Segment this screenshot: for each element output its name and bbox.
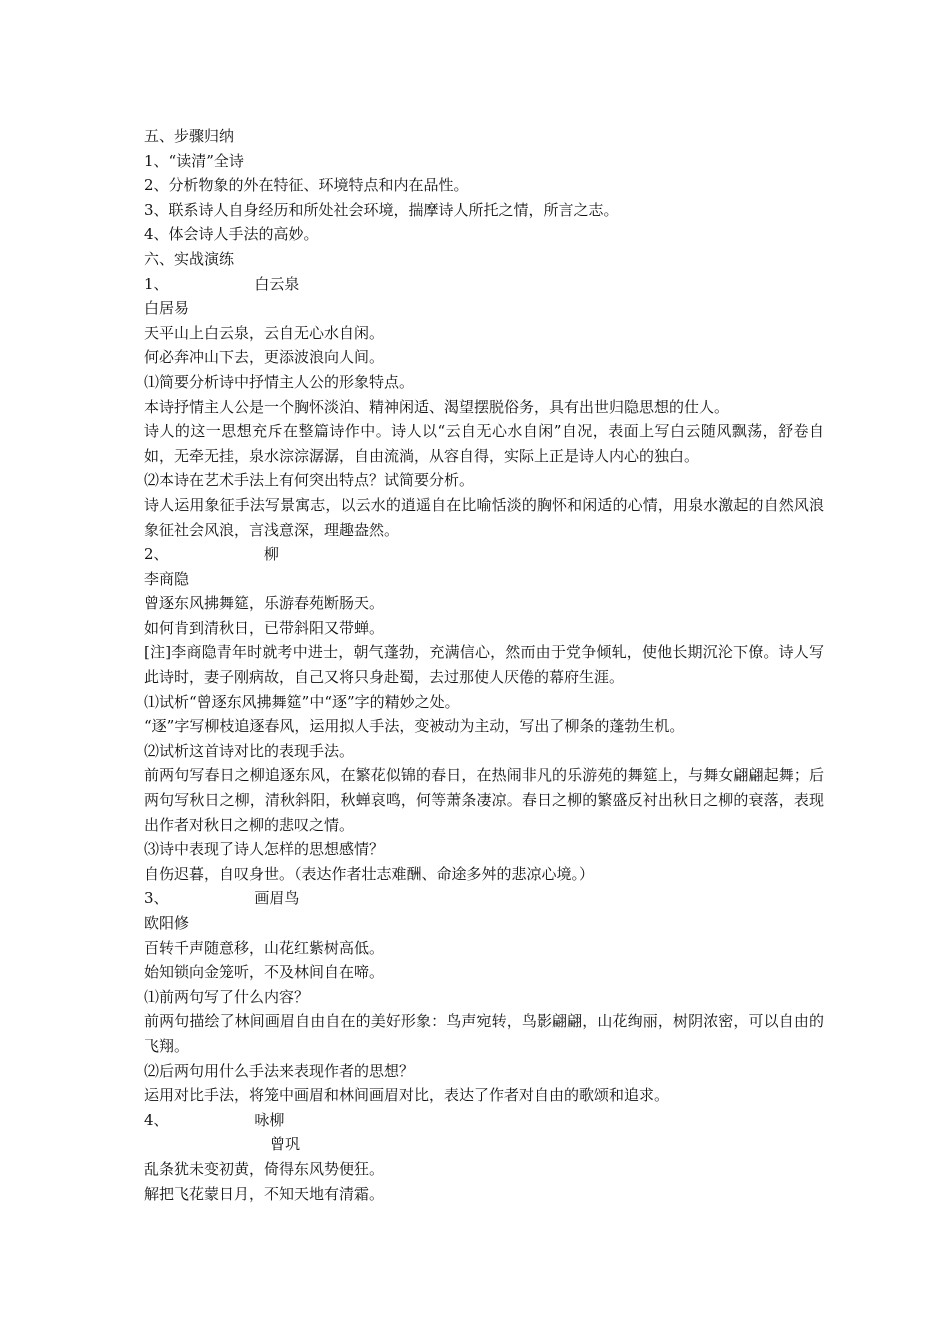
poem-verse: 始知锁向金笼听，不及林间自在啼。	[144, 963, 385, 982]
poem-title: 3、 画眉鸟	[144, 889, 300, 908]
poem-verse: 天平山上白云泉，云自无心水自闲。	[144, 323, 385, 342]
poem-note: [注]李商隐青年时就考中进士，朝气蓬勃，充满信心，然而由于党争倾轧，使他长期沉沦下僚。诗人写此诗时，妻子刚病故，自己又将只身赴蜀，去过那使人厌倦的幕府生涯。	[144, 643, 824, 687]
step-item: 2、分析物象的外在特征、环境特点和内在品性。	[144, 176, 469, 195]
answer: 诗人运用象征手法写景寓志，以云水的逍遥自在比喻恬淡的胸怀和闲适的心情，用泉水激起的自然风浪象征社会风浪，言浅意深，理趣盎然。	[144, 495, 824, 539]
answer: 前两句写春日之柳追逐东风，在繁花似锦的春日，在热闹非凡的乐游苑的舞筵上，与舞女翩翩起舞；后两句写秋日之柳，清秋斜阳，秋蝉哀鸣，何等萧条凄凉。春日之柳的繁盛反衬出秋日之柳的衰落，表现出作者对秋日之柳的悲叹之情。	[144, 766, 824, 834]
poem-verse: 解把飞花蒙日月，不知天地有清霜。	[144, 1184, 385, 1203]
answer: 自伤迟暮，自叹身世。（表达作者壮志难酬、命途多舛的悲凉心境。）	[144, 864, 595, 883]
question: ⑴简要分析诗中抒情主人公的形象特点。	[144, 372, 415, 391]
answer: 前两句描绘了林间画眉自由自在的美好形象：鸟声宛转，鸟影翩翩，山花绚丽，树阴浓密，可以自由的飞翔。	[144, 1012, 824, 1055]
poem-verse: 如何肯到清秋日，已带斜阳又带蝉。	[144, 618, 385, 637]
poem-author: 李商隐	[144, 569, 190, 588]
answer: 运用对比手法，将笼中画眉和林间画眉对比，表达了作者对自由的歌颂和追求。	[144, 1086, 670, 1105]
poem-title: 1、 白云泉	[144, 274, 300, 293]
poem-verse: 乱条犹未变初黄，倚得东风势便狂。	[144, 1159, 385, 1178]
step-item: 1、“读清”全诗	[144, 151, 244, 170]
answer: 本诗抒情主人公是一个胸怀淡泊、精神闲适、渴望摆脱俗务，具有出世归隐思想的仕人。	[144, 397, 730, 416]
step-item: 3、联系诗人自身经历和所处社会环境，揣摩诗人所托之情，所言之志。	[144, 200, 619, 219]
question: ⑵后两句用什么手法来表现作者的思想？	[144, 1061, 415, 1080]
step-item: 4、体会诗人手法的高妙。	[144, 225, 319, 244]
poem-verse: 曾逐东风拂舞筵，乐游春苑断肠天。	[144, 594, 385, 613]
question: ⑵试析这首诗对比的表现手法。	[144, 741, 355, 760]
poem-verse: 百转千声随意移，山花红紫树高低。	[144, 938, 385, 957]
question: ⑶诗中表现了诗人怎样的思想感情？	[144, 840, 385, 859]
section-heading-6: 六、实战演练	[144, 249, 235, 268]
question: ⑵本诗在艺术手法上有何突出特点？试简要分析。	[144, 471, 475, 490]
poem-author: 白居易	[144, 299, 190, 318]
poem-verse: 何必奔冲山下去，更添波浪向人间。	[144, 348, 385, 367]
poem-author: 欧阳修	[144, 914, 190, 932]
poem-author: 曾巩	[270, 1135, 301, 1154]
answer: “逐”字写柳枝追逐春风，运用拟人手法，变被动为主动，写出了柳条的蓬勃生机。	[144, 717, 685, 736]
answer: 诗人的这一思想充斥在整篇诗作中。诗人以“云自无心水自闲”自况，表面上写白云随风飘荡，舒卷自如，无牵无挂，泉水淙淙潺潺，自由流淌，从容自得，实际上正是诗人内心的独白。	[144, 422, 824, 465]
document-page	[144, 124, 824, 1206]
poem-title: 4、 咏柳	[144, 1110, 285, 1129]
question: ⑴试析“曾逐东风拂舞筵”中“逐”字的精妙之处。	[144, 692, 460, 711]
section-heading-5: 五、步骤归纳	[144, 127, 235, 145]
question: ⑴前两句写了什么内容？	[144, 987, 310, 1006]
poem-title: 2、 柳	[144, 545, 279, 564]
